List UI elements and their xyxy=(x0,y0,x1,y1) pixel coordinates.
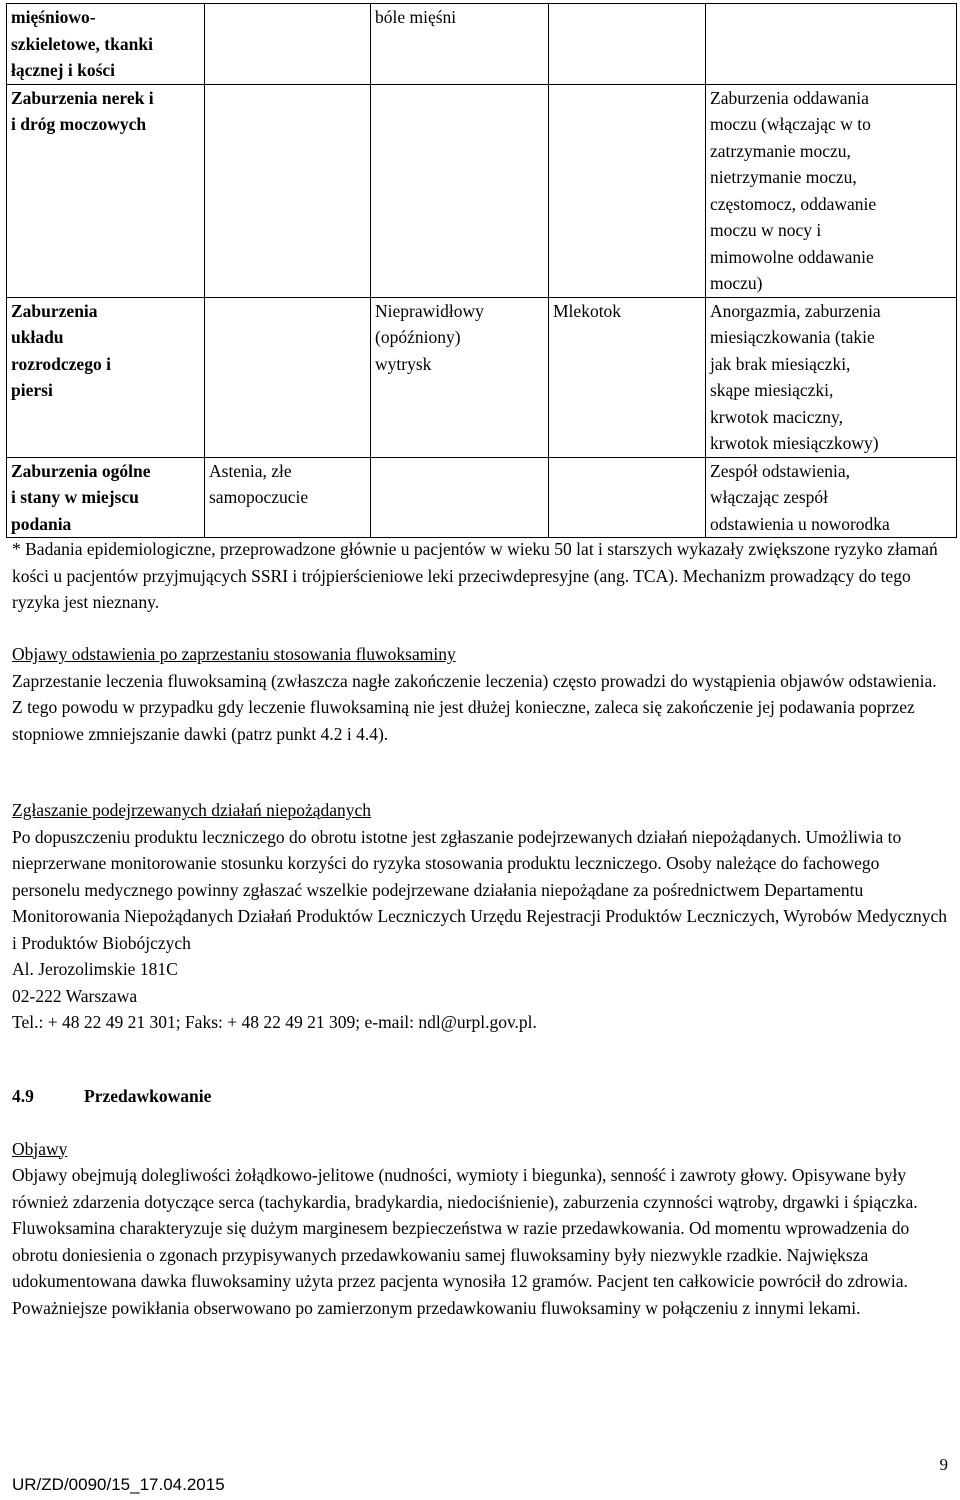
table-cell: Mlekotok xyxy=(549,297,706,457)
table-cell xyxy=(371,457,549,538)
table-cell-soc: Zaburzenia nerek i i dróg moczowych xyxy=(7,84,205,297)
table-cell: Anorgazmia, zaburzenia miesiączkowania (takie jak brak miesiączki, skąpe miesiączki, krwotok maciczny, krwotok miesiączkowy) xyxy=(706,297,957,457)
table-cell: Zespół odstawienia, włączając zespół odstawienia u noworodka xyxy=(706,457,957,538)
table-cell xyxy=(205,297,371,457)
overdose-paragraph-1: Objawy obejmują dolegliwości żołądkowo-jelitowe (nudności, wymioty i biegunka), senność i zawroty głowy. Opisywane były również zdarzenia dotyczące serca (tachykardia, bradykardia, niedociśnienie), zaburzenia czynności wątroby, drgawki i śpiączka. xyxy=(12,1165,918,1212)
table-row xyxy=(7,457,957,538)
table-cell-soc: mięśniowo- szkieletowe, tkanki łącznej i kości xyxy=(7,4,205,85)
document-code: UR/ZD/0090/15_17.04.2015 xyxy=(12,1475,225,1494)
table-cell xyxy=(706,4,957,85)
table-cell xyxy=(549,4,706,85)
table-cell-soc: Zaburzenia układu rozrodczego i piersi xyxy=(7,297,205,457)
table-row xyxy=(7,297,957,457)
page-number: 9 xyxy=(939,1455,948,1474)
adverse-effects-table xyxy=(6,3,957,538)
reporting-title: Zgłaszanie podejrzewanych działań niepożądanych xyxy=(12,800,372,820)
table-cell-soc: Zaburzenia ogólne i stany w miejscu podania xyxy=(7,457,205,538)
withdrawal-title: Objawy odstawienia po zaprzestaniu stosowania fluwoksaminy xyxy=(12,644,456,664)
reporting-address-street: Al. Jerozolimskie 181C xyxy=(12,959,178,979)
reporting-address-city: 02-222 Warszawa xyxy=(12,985,138,1006)
section-title: Przedawkowanie xyxy=(84,1086,212,1106)
table-cell: bóle mięśni xyxy=(371,4,549,85)
table-cell xyxy=(205,84,371,297)
table-row xyxy=(7,84,957,297)
table-cell: Astenia, złe samopoczucie xyxy=(205,457,371,538)
reporting-contact: Tel.: + 48 22 49 21 301; Faks: + 48 22 49 21 309; e-mail: ndl@urpl.gov.pl. xyxy=(12,1012,537,1032)
table-row xyxy=(7,4,957,85)
table-cell xyxy=(549,84,706,297)
table-cell xyxy=(371,84,549,297)
withdrawal-body: Zaprzestanie leczenia fluwoksaminą (zwłaszcza nagłe zakończenie leczenia) często prowadzi do wystąpienia objawów odstawienia. Z tego powodu w przypadku gdy leczenie fluwoksaminą nie jest dłużej konieczne, zaleca się zakończenie jej podawania poprzez stopniowe zmniejszanie dawki (patrz punkt 4.2 i 4.4). xyxy=(12,670,937,744)
withdrawal-section xyxy=(12,641,948,747)
reporting-body: Po dopuszczeniu produktu leczniczego do obrotu istotne jest zgłaszanie podejrzewanych działań niepożądanych. Umożliwia to nieprzerwane monitorowanie stosunku korzyści do ryzyka stosowania produktu leczniczego. Osoby należące do fachowego personelu medycznego powinny zgłaszać wszelkie podejrzewane działania niepożądane za pośrednictwem Departamentu Monitorowania Niepożądanych Działań Produktów Leczniczych Urzędu Rejestracji Produktów Leczniczych, Wyrobów Medycznych i Produktów Biobójczych xyxy=(12,826,948,953)
reporting-section xyxy=(12,797,948,1036)
overdose-paragraph-2: Fluwoksamina charakteryzuje się dużym marginesem bezpieczeństwa w razie przedawkowania. Od momentu wprowadzenia do obrotu doniesienia o zgonach przypisywanych przedawkowaniu samej fluwoksaminy były niezwykle rzadkie. Największa udokumentowana dawka fluwoksaminy użyta przez pacjenta wynosiła 12 gramów. Pacjent ten całkowicie powrócił do zdrowia. Poważniejsze powikłania obserwowano po zamierzonym przedawkowaniu fluwoksaminy w połączeniu z innymi lekami. xyxy=(12,1218,910,1318)
section-number: 4.9 xyxy=(12,1086,34,1106)
table-footnote xyxy=(12,536,948,616)
overdose-section xyxy=(12,1083,948,1321)
section-heading xyxy=(12,1083,948,1110)
footnote-text: * Badania epidemiologiczne, przeprowadzone głównie u pacjentów w wieku 50 lat i starszych wykazały zwiększone ryzyko złamań kości u pacjentów przyjmujących SSRI i trójpierścieniowe leki przeciwdepresyjne (ang. TCA). Mechanizm prowadzący do tego ryzyka jest nieznany. xyxy=(12,539,938,612)
table-cell: Zaburzenia oddawania moczu (włączając w to zatrzymanie moczu, nietrzymanie moczu, częstomocz, oddawanie moczu w nocy i mimowolne oddawanie moczu) xyxy=(706,84,957,297)
table-cell xyxy=(549,457,706,538)
overdose-subtitle: Objawy xyxy=(12,1138,68,1159)
table-cell xyxy=(205,4,371,85)
table-cell: Nieprawidłowy (opóźniony) wytrysk xyxy=(371,297,549,457)
